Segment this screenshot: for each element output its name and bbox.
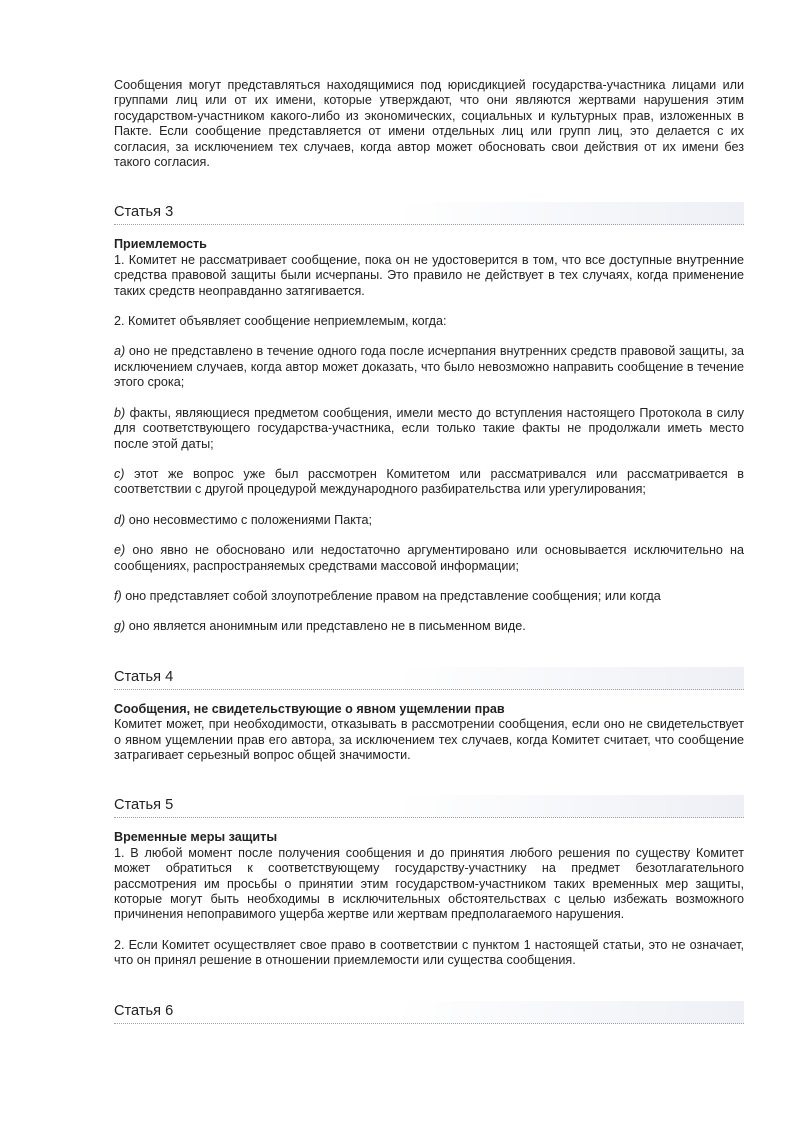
item-text: оно является анонимным или представлено не в письменном виде. bbox=[128, 619, 526, 634]
item-letter: d) bbox=[114, 512, 126, 527]
article-4-paragraph-1: Комитет может, при необходимости, отказывать в рассмотрении сообщения, если оно не свидетельствует о явном ущемлении прав его автора, за исключением тех случаев, когда Комитет считает, что сообщение затрагивает серьезный вопрос общей значимости. bbox=[114, 717, 744, 762]
item-letter: f) bbox=[114, 588, 122, 603]
item-text: оно несовместимо с положениями Пакта; bbox=[128, 512, 372, 527]
article-3-title: Приемлемость bbox=[114, 237, 207, 252]
document-body bbox=[114, 78, 744, 1024]
item-text: этот же вопрос уже был рассмотрен Комитетом или рассматривался или рассматривается в соответствии с другой процедурой международного разбирательства или урегулирования; bbox=[114, 466, 744, 497]
article-5-paragraph-2: 2. Если Комитет осуществляет свое право в соответствии с пунктом 1 настоящей статьи, это не означает, что он принял решение в отношении приемлемости или существа сообщения. bbox=[114, 937, 744, 968]
article-3-paragraph-2: 2. Комитет объявляет сообщение неприемлемым, когда: bbox=[114, 314, 447, 329]
article-3-item-a bbox=[114, 344, 744, 390]
article-3-item-d bbox=[114, 513, 744, 528]
item-text: оно не представлено в течение одного года после исчерпания внутренних средств правовой защиты, за исключением случаев, когда автор может доказать, что было невозможно направить сообщение в течение этого срока; bbox=[114, 344, 745, 390]
article-3-heading: Статья 3 bbox=[114, 202, 744, 225]
article-3-item-e bbox=[114, 543, 744, 574]
article-5-title: Временные меры защиты bbox=[114, 830, 278, 845]
article-4-title: Сообщения, не свидетельствующие о явном ущемлении прав bbox=[114, 701, 505, 716]
article-5-heading: Статья 5 bbox=[114, 795, 744, 818]
article-3-paragraph-1: 1. Комитет не рассматривает сообщение, пока он не удостоверится в том, что все доступные внутренние средства правовой защиты были исчерпаны. Это правило не действует в тех случаях, когда применение таких средств неоправданно затягивается. bbox=[114, 252, 744, 298]
item-text: оно явно не обосновано или недостаточно аргументировано или основывается исключительно на сообщениях, распространяемых средствами массовой информации; bbox=[114, 543, 745, 573]
intro-paragraph: Сообщения могут представляться находящимися под юрисдикцией государства-участника лицами или группами лиц или от их имени, которые утверждают, что они являются жертвами нарушения этим государством-участником какого-либо из экономических, социальных и культурных прав, изложенных в Пакте. Если сообщение представляется от имени отдельных лиц или групп лиц, это делается с их согласия, за исключением тех случаев, когда автор может обосновать свои действия от их имени без такого согласия. bbox=[114, 78, 744, 170]
item-text: оно представляет собой злоупотребление правом на представление сообщения; или когда bbox=[125, 588, 661, 603]
item-text: факты, являющиеся предметом сообщения, имели место до вступления настоящего Протокола в силу для соответствующего государства-участника, если только такие факты не продолжали иметь место после этой даты; bbox=[114, 405, 745, 451]
item-letter: a) bbox=[114, 344, 126, 359]
item-letter: c) bbox=[114, 466, 125, 481]
article-3-item-b bbox=[114, 406, 744, 452]
article-3-item-f bbox=[114, 589, 744, 604]
article-3-item-g bbox=[114, 619, 744, 634]
article-6-heading: Статья 6 bbox=[114, 1001, 744, 1024]
item-letter: e) bbox=[114, 543, 126, 558]
item-letter: b) bbox=[114, 405, 126, 420]
article-4-heading: Статья 4 bbox=[114, 667, 744, 690]
article-5-paragraph-1: 1. В любой момент после получения сообщения и до принятия любого решения по существу Комитет может обратиться к соответствующему государству-участнику на предмет безотлагательного рассмотрения им просьбы о принятии этим государством-участником таких временных мер защиты, которые могут быть необходимы в исключительных обстоятельствах с целью избежать возможного причинения непоправимого ущерба жертве или жертвам предполагаемого нарушения. bbox=[114, 845, 744, 922]
article-3-item-c bbox=[114, 467, 744, 498]
item-letter: g) bbox=[114, 619, 126, 634]
